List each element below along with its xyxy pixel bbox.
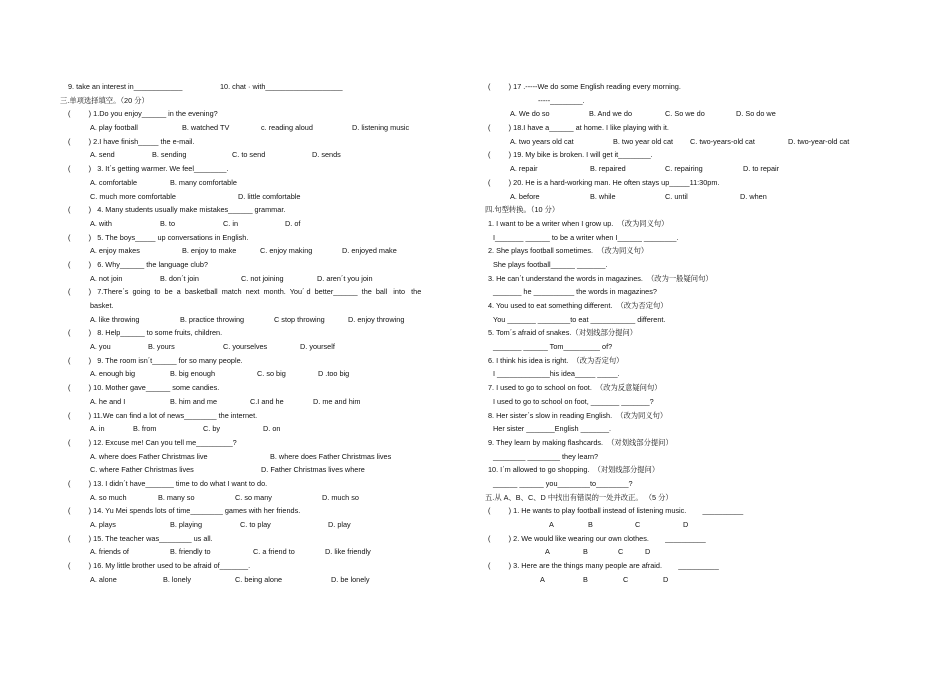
text-cell: B. practice throwing [180, 314, 245, 324]
text-cell: C. by [203, 424, 221, 434]
right-line [485, 272, 905, 286]
text-cell: Her sister _______English _______. [493, 424, 612, 434]
text-cell: ( ) 11.We can find a lot of news________ the internet. [68, 410, 258, 420]
text-cell: 四.句型转换。（10 分） [485, 205, 560, 215]
text-cell: D. to repair [743, 164, 780, 174]
right-line [485, 121, 905, 135]
text-cell: A. he and I [90, 396, 126, 406]
left-line [60, 285, 470, 299]
text-cell: A. We do so [510, 109, 550, 119]
text-cell: C [618, 547, 624, 557]
right-line [485, 340, 905, 354]
right-line [485, 176, 905, 190]
left-line [60, 367, 470, 381]
right-line [485, 504, 905, 518]
text-cell: ( ) 20. He is a hard-working man. He often stays up_____11:30pm. [488, 177, 720, 187]
text-cell: ( ) 2.I have finish_____ the e-mail. [68, 136, 195, 146]
text-cell: B [583, 547, 588, 557]
left-line [60, 545, 470, 559]
right-line [485, 381, 905, 395]
left-line [60, 491, 470, 505]
left-line [60, 190, 470, 204]
text-cell: C [623, 574, 629, 584]
text-cell: A. you [90, 342, 111, 352]
text-cell: A. where does Father Christmas live [90, 451, 208, 461]
text-cell: B. And we do [589, 109, 633, 119]
left-line [60, 299, 470, 313]
text-cell: 三.单项选择填空。（20 分） [60, 95, 149, 105]
right-line [485, 477, 905, 491]
left-line [60, 94, 470, 108]
text-cell: C. enjoy making [260, 246, 313, 256]
text-cell: ( ) 17 .-----We do some English reading every morning. [488, 82, 681, 91]
right-line [485, 107, 905, 121]
text-cell: 7. I used to go to school on foot. （改为反意疑问句） [488, 383, 662, 393]
text-cell: D. like friendly [325, 547, 371, 557]
text-cell: C. So we do [665, 109, 705, 119]
right-line [485, 162, 905, 176]
text-cell: ( ) 14. Yu Mei spends lots of time________ games with her friends. [68, 506, 301, 516]
text-cell: A. like throwing [90, 314, 140, 324]
right-line [485, 80, 905, 94]
left-line [60, 395, 470, 409]
left-line [60, 135, 470, 149]
right-line [485, 217, 905, 231]
right-line [485, 545, 905, 559]
left-line [60, 148, 470, 162]
text-cell: B. playing [170, 520, 203, 529]
text-cell: ( ) 10. Mother gave______ some candies. [68, 383, 220, 393]
right-line [485, 518, 905, 532]
text-cell: C. much more comfortable [90, 191, 176, 201]
text-cell: A. repair [510, 164, 538, 174]
left-line [60, 326, 470, 340]
text-cell: D. much so [322, 492, 359, 502]
text-cell: B. don΄t join [160, 273, 199, 283]
right-line [485, 231, 905, 245]
text-cell: D [663, 574, 669, 584]
left-line [60, 463, 470, 477]
left-line [60, 217, 470, 231]
text-cell: ( ) 12. Excuse me! Can you tell me_________? [68, 437, 237, 447]
text-cell: A. send [90, 150, 115, 160]
text-cell: D. yourself [300, 342, 335, 352]
text-cell: 3. He can΄t understand the words in magazines. （改为一般疑问句） [488, 273, 713, 283]
text-cell: 6. I think his idea is right. （改为否定句） [488, 355, 624, 365]
text-cell: ( ) 8. Help______ to some fruits, children. [68, 328, 223, 338]
text-cell: ( ) 1.Do you enjoy______ in the evening? [68, 109, 218, 119]
text-cell: A. so much [90, 492, 127, 502]
right-line [485, 573, 905, 587]
right-line [485, 148, 905, 162]
text-cell: ________ ________ they learn? [493, 451, 599, 461]
text-cell: A. with [90, 218, 112, 228]
left-line [60, 354, 470, 368]
right-line [485, 203, 905, 217]
text-cell: C. a friend to [253, 547, 295, 557]
text-cell: B. sending [152, 150, 187, 160]
text-cell: ( ) 4. Many students usually make mistakes______ grammar. [68, 205, 286, 215]
text-cell: C. not joining [241, 273, 284, 283]
left-line [60, 436, 470, 450]
text-cell: A. in [90, 424, 105, 434]
text-cell: A. two years old cat [510, 136, 574, 146]
right-line [485, 463, 905, 477]
text-cell: D [683, 520, 689, 529]
text-cell: c. reading aloud [261, 123, 313, 133]
text-cell: D. little comfortable [238, 191, 301, 201]
right-line [485, 244, 905, 258]
text-cell: B. many comfortable [170, 177, 237, 187]
right-line [485, 422, 905, 436]
text-cell: A [540, 574, 545, 584]
right-line [485, 258, 905, 272]
text-cell: B. where does Father Christmas lives [270, 451, 392, 461]
text-cell: D. play [328, 520, 351, 529]
text-cell: I_______ ______ to be a writer when I______ ________. [493, 232, 679, 242]
text-cell: A. enjoy makes [90, 246, 140, 256]
text-cell: B. from [133, 424, 157, 434]
text-cell: C [635, 520, 641, 529]
text-cell: C. until [665, 191, 688, 201]
right-line [485, 94, 905, 108]
text-cell: A. play football [90, 123, 138, 133]
right-line [485, 313, 905, 327]
text-cell: ( ) 2. We would like wearing our own clothes. __________ [488, 533, 706, 543]
left-line [60, 559, 470, 573]
text-cell: C. to send [232, 150, 266, 160]
text-cell: D [645, 547, 651, 557]
text-cell: D. two-year-old cat [788, 136, 850, 146]
text-cell: D. on [263, 424, 281, 434]
text-cell: B. enjoy to make [182, 246, 237, 256]
text-cell: ( ) 13. I didn΄t have_______ time to do what I want to do. [68, 478, 268, 488]
right-line [485, 450, 905, 464]
left-line [60, 258, 470, 272]
text-cell: C. repairing [665, 164, 703, 174]
text-cell: C. in [223, 218, 239, 228]
text-cell: I used to go to school on foot, _______ _______? [493, 396, 654, 406]
text-cell: C.I and he [250, 396, 284, 406]
right-line [485, 532, 905, 546]
left-line [60, 573, 470, 587]
text-cell: C. so many [235, 492, 272, 502]
text-cell: A. enough big [90, 369, 136, 379]
text-cell: D. when [740, 191, 767, 201]
text-cell: C. to play [240, 520, 271, 529]
text-cell: _______ he __________ the words in magazines? [493, 287, 657, 297]
right-line [485, 491, 905, 505]
text-cell: B. friendly to [170, 547, 211, 557]
text-cell: ( ) 9. The room isn΄t______ for so many people. [68, 355, 243, 365]
text-cell: C. two-years-old cat [690, 136, 755, 146]
text-cell: D. enjoy throwing [348, 314, 405, 324]
text-cell: ( ) 3. Here are the things many people are afraid. __________ [488, 561, 719, 571]
text-cell: A. comfortable [90, 177, 138, 187]
right-line [485, 135, 905, 149]
text-cell: You _______ ________to eat ___________ different. [493, 314, 666, 324]
left-line [60, 231, 470, 245]
left-line [60, 162, 470, 176]
text-cell: 8. Her sister΄s slow in reading English. （改为同义句） [488, 410, 668, 420]
text-cell: ( ) 6. Why______ the language club? [68, 259, 208, 269]
text-cell: 10. chat · with___________________ [220, 82, 343, 91]
text-cell: D. sends [312, 150, 341, 160]
right-line [485, 354, 905, 368]
left-line [60, 107, 470, 121]
text-cell: B. big enough [170, 369, 216, 379]
text-cell: B. lonely [163, 574, 191, 584]
left-line [60, 518, 470, 532]
text-cell: C. being alone [235, 574, 283, 584]
text-cell: _______ ______ Tom_________ of? [493, 342, 613, 352]
text-cell: ( ) 19. My bike is broken. I will get it________. [488, 150, 653, 160]
text-cell: A. friends of [90, 547, 129, 557]
text-cell: D. of [285, 218, 301, 228]
left-line [60, 80, 470, 94]
text-cell: 10. I΄m allowed to go shopping. （对划线部分提问） [488, 465, 660, 475]
left-line [60, 203, 470, 217]
left-line [60, 409, 470, 423]
right-line [485, 299, 905, 313]
text-cell: B. him and me [170, 396, 218, 406]
text-cell: C. yourselves [223, 342, 268, 352]
text-cell: D. Father Christmas lives where [261, 465, 365, 475]
text-cell: B. yours [148, 342, 175, 352]
left-line [60, 313, 470, 327]
left-line [60, 381, 470, 395]
text-cell: C stop throwing [274, 314, 325, 324]
text-cell: B. repaired [590, 164, 626, 174]
text-cell: A. not join [90, 273, 123, 283]
text-cell: A. alone [90, 574, 117, 584]
text-cell: 五.从 A、B、C、D 中找出有错误的一处并改正。 （5 分） [485, 492, 673, 502]
text-cell: B [588, 520, 593, 529]
text-cell: B. watched TV [182, 123, 230, 133]
text-cell: 9. They learn by making flashcards. （对划线部分提问） [488, 437, 673, 447]
text-cell: ( ) 7.There΄s going to be a basketball match next month. You΄ d better______ the ball into the [68, 287, 422, 297]
left-line [60, 450, 470, 464]
text-cell: C. where Father Christmas lives [90, 465, 194, 475]
right-line [485, 395, 905, 409]
text-cell: -----________. [538, 95, 585, 105]
text-cell: D. listening music [352, 123, 410, 133]
left-line [60, 422, 470, 436]
text-cell: 4. You used to eat something different. （改为否定句） [488, 301, 668, 310]
text-cell: basket. [90, 301, 114, 310]
left-line [60, 121, 470, 135]
text-cell: A. before [510, 191, 540, 201]
text-cell: A. plays [90, 520, 116, 529]
text-cell: I _____________his idea_____ _____. [493, 369, 620, 379]
right-column [485, 80, 905, 586]
text-cell: ( ) 1. He wants to play football instead of listening music. __________ [488, 506, 744, 516]
text-cell: ______ ______ you________to________? [493, 478, 633, 488]
left-line [60, 244, 470, 258]
right-line [485, 190, 905, 204]
left-line [60, 532, 470, 546]
text-cell: D. me and him [313, 396, 361, 406]
right-line [485, 326, 905, 340]
text-cell: 1. I want to be a writer when I grow up. （改为同义句） [488, 218, 669, 228]
text-cell: ( ) 18.I have a______ at home. I like playing with it. [488, 123, 669, 133]
text-cell: ( ) 3. It΄s getting warmer. We feel________. [68, 164, 229, 174]
text-cell: 5. Tom΄s afraid of snakes.（对划线部分提问） [488, 328, 638, 338]
text-cell: D. be lonely [331, 574, 370, 584]
text-cell: 9. take an interest in____________ [68, 82, 183, 91]
text-cell: B. while [590, 191, 616, 201]
text-cell: B. two year old cat [613, 136, 674, 146]
text-cell: B [583, 574, 588, 584]
text-cell: D. So do we [736, 109, 776, 119]
left-line [60, 272, 470, 286]
text-cell: C. so big [257, 369, 286, 379]
left-line [60, 340, 470, 354]
right-line [485, 409, 905, 423]
right-line [485, 559, 905, 573]
text-cell: ( ) 16. My little brother used to be afraid of_______. [68, 561, 251, 571]
text-cell: B. to [160, 218, 176, 228]
text-cell: A [549, 520, 554, 529]
text-cell: ( ) 15. The teacher was________ us all. [68, 533, 213, 543]
text-cell: D. aren΄t you join [317, 273, 373, 283]
text-cell: She plays football______ _______. [493, 259, 608, 269]
text-cell: D .too big [318, 369, 350, 379]
left-column [60, 80, 470, 586]
text-cell: 2. She plays football sometimes. （改为同义句） [488, 246, 649, 256]
left-line [60, 176, 470, 190]
right-line [485, 367, 905, 381]
right-line [485, 436, 905, 450]
text-cell: B. many so [158, 492, 195, 502]
text-cell: ( ) 5. The boys_____ up conversations in English. [68, 232, 249, 242]
text-cell: A [545, 547, 550, 557]
right-line [485, 285, 905, 299]
left-line [60, 477, 470, 491]
left-line [60, 504, 470, 518]
text-cell: D. enjoyed make [342, 246, 397, 256]
